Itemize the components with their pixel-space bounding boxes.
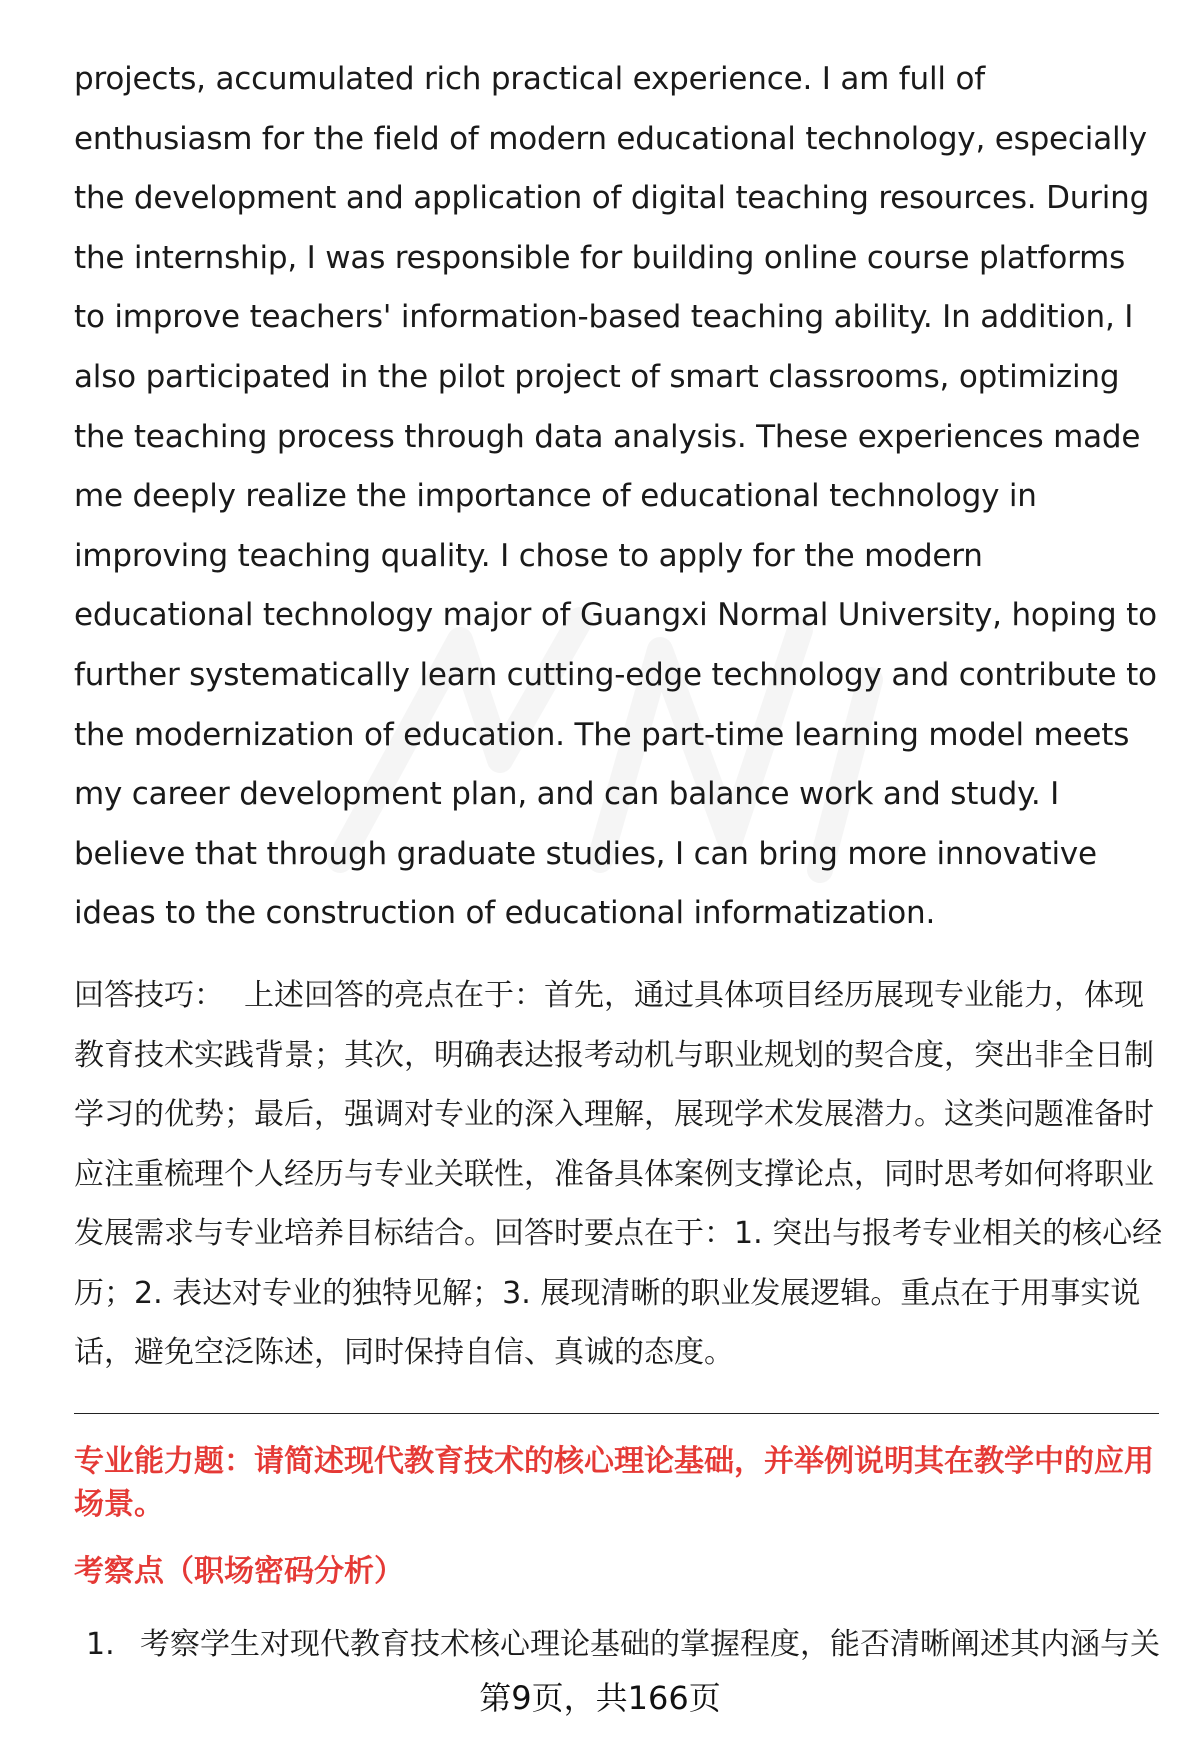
section-divider <box>74 1413 1159 1414</box>
analysis-heading: 考察点（职场密码分析） <box>74 1554 404 1590</box>
tips-label: 回答技巧： <box>74 977 224 1013</box>
list-item <box>74 1623 1164 1666</box>
page-content <box>74 50 1164 1666</box>
answer-paragraph: projects, accumulated rich practical experience. I am full of enthusiasm for the field of modern educational technology, especially the development and application of digital teaching resources. During the internship, I was responsible for building online course platforms to improve teachers' information-based teaching ability. In addition, I also participated in the pilot project of smart classrooms, optimizing the teaching process through data analysis. These experiences made me deeply realize the importance of educational technology in improving teaching quality. I chose to apply for the modern educational technology major of Guangxi Normal University, hoping to further systematically learn cutting-edge technology and contribute to the modernization of education. The part-time learning model meets my career development plan, and can balance work and study. I believe that through graduate studies, I can bring more innovative ideas to the construction of educational informatization. <box>74 61 1157 932</box>
question-title: 专业能力题：请简述现代教育技术的核心理论基础，并举例说明其在教学中的应用场景。 <box>74 1444 1154 1523</box>
list-item-number: 1. <box>86 1627 115 1663</box>
list-item-text: 考察学生对现代教育技术核心理论基础的掌握程度，能否清晰阐述其内涵与关 <box>140 1627 1160 1663</box>
tips-text: 上述回答的亮点在于：首先，通过具体项目经历展现专业能力，体现教育技术实践背景；其次，明确表达报考动机与职业规划的契合度，突出非全日制学习的优势；最后，强调对专业的深入理解，展现学术发展潜力。这类问题准备时应注重梳理个人经历与专业关联性，准备具体案例支撑论点，同时思考如何将职业发展需求与专业培养目标结合。回答时要点在于：1. 突出与报考专业相关的核心经历；2. 表达对专业的独特见解；3. 展现清晰的职业发展逻辑。重点在于用事实说话，避免空泛陈述，同时保持自信、真诚的态度。 <box>74 977 1163 1371</box>
tips-paragraph <box>74 966 1164 1383</box>
page-footer: 第9页，共166页 <box>479 1679 721 1717</box>
analysis-point-list <box>74 1623 1164 1666</box>
